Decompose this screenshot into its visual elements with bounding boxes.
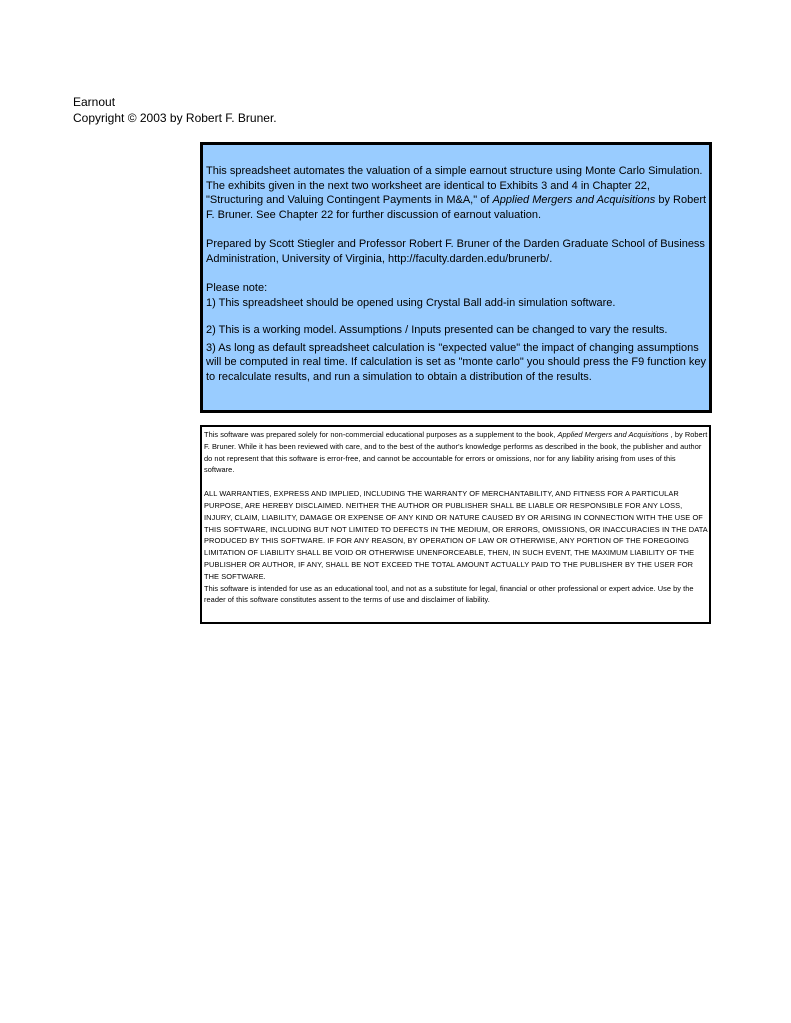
- disclaimer-paragraph-purpose: [204, 429, 708, 476]
- disclaimer-purpose-text: This software was prepared solely for non-commercial educational purposes as a supplement to the book,: [204, 430, 558, 439]
- disclaimer-content: [204, 429, 708, 606]
- intro-box: [200, 142, 712, 413]
- intro-description-text: This spreadsheet automates the valuation of a simple earnout structure using Monte Carlo Simulation. The exhibits given in the next two worksheet are identical to Exhibits 3 and 4 in Chapter 22, "Structuring and Valuing Contingent Payments in M&A," of: [206, 165, 703, 206]
- disclaimer-book-title: Applied Mergers and Acquisitions: [557, 430, 669, 439]
- document-title: Earnout: [73, 95, 116, 109]
- note-item-3: 3) As long as default spreadsheet calculation is "expected value" the impact of changing assumptions will be computed in real time. If calculation is set as "monte carlo" you should press the F9 function key to recalculate results, and run a simulation to obtain a distribution of the results.: [206, 341, 706, 383]
- disclaimer-paragraph-warranties: ALL WARRANTIES, EXPRESS AND IMPLIED, INCLUDING THE WARRANTY OF MERCHANTABILITY, AND FITNESS FOR A PARTICULAR PURPOSE, ARE HEREBY DISCLAIMED. NEITHER THE AUTHOR OR PUBLISHER SHALL BE LIABLE OR RESPONSIBLE FOR ANY LOSS, INJURY, CLAIM, LIABILITY, DAMAGE OR EXPENSE OF ANY KIND OR NATURE CAUSED BY OR ARISING IN CONNECTION WITH THE USE OF THIS SOFTWARE, INCLUDING BUT NOT LIMITED TO DEFECTS IN THE MEDIUM, OR ERRORS, OMISSIONS, OR INACCURACIES IN THE DATA PRODUCED BY THIS SOFTWARE. IF FOR ANY REASON, BY OPERATION OF LAW OR OTHERWISE, ANY PORTION OF THE FOREGOING LIMITATION OF LIABILITY SHALL BE VOID OR OTHERWISE UNENFORCEABLE, THEN, IN SUCH EVENT, THE MAXIMUM LIABILITY OF THE PUBLISHER OR AUTHOR, IF ANY, SHALL BE NOT EXCEED THE TOTAL AMOUNT ACTUALLY PAID TO THE PUBLISHER BY THE USER FOR THE SOFTWARE.: [204, 489, 708, 581]
- copyright-line: Copyright © 2003 by Robert F. Bruner.: [73, 111, 277, 125]
- intro-paragraph-description: [206, 164, 707, 222]
- disclaimer-box: [200, 425, 711, 624]
- page-header: [73, 94, 277, 126]
- note-item-2: 2) This is a working model. Assumptions / Inputs presented can be changed to vary the results.: [206, 324, 668, 336]
- intro-description-text-end: by Robert F. Bruner. See Chapter 22 for further discussion of earnout valuation.: [206, 194, 707, 221]
- intro-paragraph-authors: Prepared by Scott Stiegler and Professor Robert F. Bruner of the Darden Graduate School of Business Administration, University of Virginia, http://faculty.darden.edu/brunerb/.: [206, 238, 705, 265]
- intro-content: [206, 164, 707, 384]
- book-title: Applied Mergers and Acquisitions: [492, 194, 656, 206]
- disclaimer-paragraph-educational: This software is intended for use as an educational tool, and not as a substitute for legal, financial or other professional or expert advice. Use by the reader of this software constitutes assent to the terms of use and disclaimer of liability.: [204, 583, 694, 605]
- note-heading: Please note:: [206, 282, 268, 294]
- disclaimer-purpose-text-end: , by Robert F. Bruner. While it has been reviewed with care, and to the best of the author's knowledge performs as described in the book, the publisher and author do not represent that this software is error-free, and cannot be accountable for errors or omissions, nor for any liability arising from uses of this software.: [204, 430, 708, 475]
- note-item-1: 1) This spreadsheet should be opened using Crystal Ball add-in simulation software.: [206, 296, 616, 309]
